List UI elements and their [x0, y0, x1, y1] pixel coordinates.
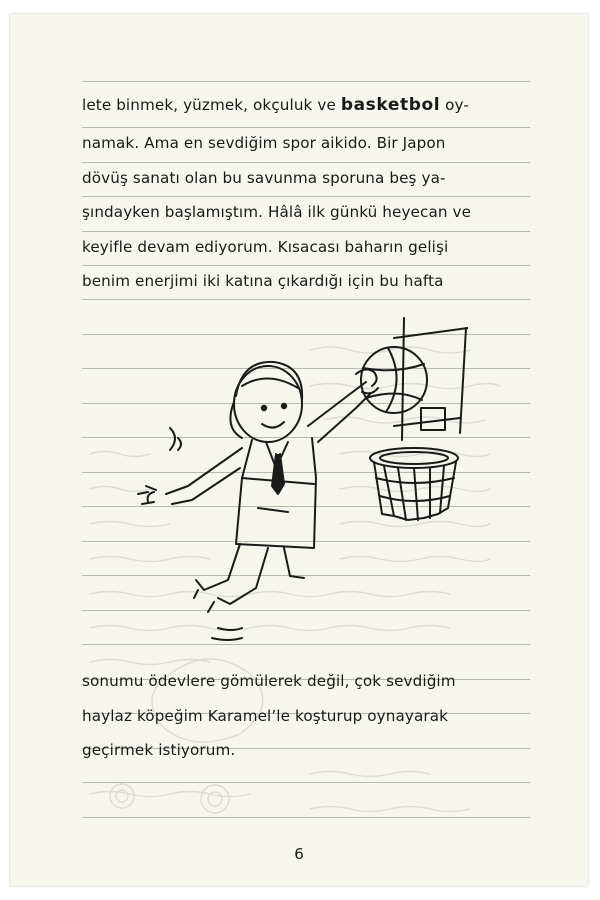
- text-line: [82, 95, 522, 115]
- text-line: geçirmek istiyorum.: [82, 741, 236, 759]
- text-segment: lete binmek, yüzmek, okçuluk ve: [82, 96, 341, 114]
- ruled-line: [82, 81, 530, 82]
- text-line: haylaz köpeğim Karamel’le koşturup oynayarak: [82, 707, 449, 725]
- text-segment: oy-: [440, 96, 469, 114]
- text-line: namak. Ama en sevdiğim spor aikido. Bir Japon: [82, 134, 446, 152]
- page-number: 6: [294, 845, 304, 863]
- ruled-line: [82, 265, 530, 266]
- ruled-line: [82, 231, 530, 232]
- text-line: benim enerjimi iki katına çıkardığı için bu hafta: [82, 272, 444, 290]
- notebook-page: [10, 14, 588, 886]
- ruled-line: [82, 299, 530, 300]
- ruled-line: [82, 817, 530, 818]
- ruled-line: [82, 782, 530, 783]
- ruled-line: [82, 196, 530, 197]
- ruled-line: [82, 127, 530, 128]
- text-line: keyifle devam ediyorum. Kısacası baharın gelişi: [82, 238, 449, 256]
- ruled-line: [82, 162, 530, 163]
- girl-dunking-illustration: [118, 308, 468, 648]
- basketball-icon: [361, 347, 427, 413]
- emphasized-word: basketbol: [340, 95, 441, 115]
- text-line: şındayken başlamıştım. Hâlâ ilk günkü heyecan ve: [82, 203, 472, 221]
- text-line: sonumu ödevlere gömülerek değil, çok sevdiğim: [82, 672, 456, 690]
- text-line: dövüş sanatı olan bu savunma sporuna beş ya-: [82, 169, 446, 187]
